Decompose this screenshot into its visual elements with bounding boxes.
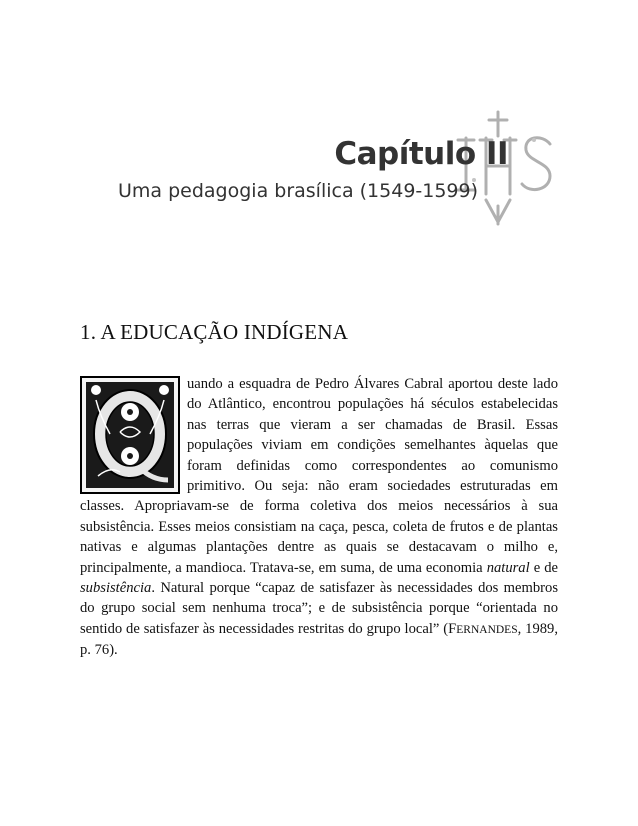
- citation-author-initial: F: [448, 620, 457, 637]
- paragraph-emphasis-subsistencia: subsistência: [80, 580, 152, 597]
- paragraph-text-part1: uando a esquadra de Pedro Álvares Cabral aportou deste lado do Atlântico, encontrou populações há séculos estabelecidas nas terras que vieram a ser chamadas de Brasil. Essas populações viviam em condições semelhantes àquelas que foram definidas como correspondentes ao comunismo primitivo. Ou seja: não eram sociedades estruturadas em classes. Apropriavam-se de forma coletiva dos meios necessários à sua subsistência. Esses meios consistiam na caça, pesca, coleta de frutos e de plantas nativas e algumas plantações dentre as quais se destacavam o milho e, principalmente, a mandioca. Tratava-se, em suma, de uma economia: [80, 376, 558, 576]
- body-paragraph: [80, 374, 558, 661]
- chapter-title: Capítulo II: [334, 136, 508, 172]
- dropcap-q-icon: [80, 376, 180, 494]
- citation-author-rest: ERNANDES: [456, 623, 518, 636]
- paragraph-text-part3: . Natural porque “capaz de satisfazer às necessidades dos membros do grupo social sem nenhuma troca”; e de subsistência porque “orientada no sentido de satisfazer às necessidades restritas do grupo local” (: [80, 580, 558, 637]
- paragraph-emphasis-natural: natural: [486, 559, 530, 576]
- ornate-dropcap: [80, 376, 180, 494]
- citation-tail: , 1989, p. 76).: [80, 620, 558, 659]
- chapter-subtitle: Uma pedagogia brasílica (1549-1599): [118, 180, 479, 202]
- paragraph-text-part2: e de: [529, 559, 558, 576]
- section-heading: 1. A EDUCAÇÃO INDÍGENA: [80, 320, 349, 344]
